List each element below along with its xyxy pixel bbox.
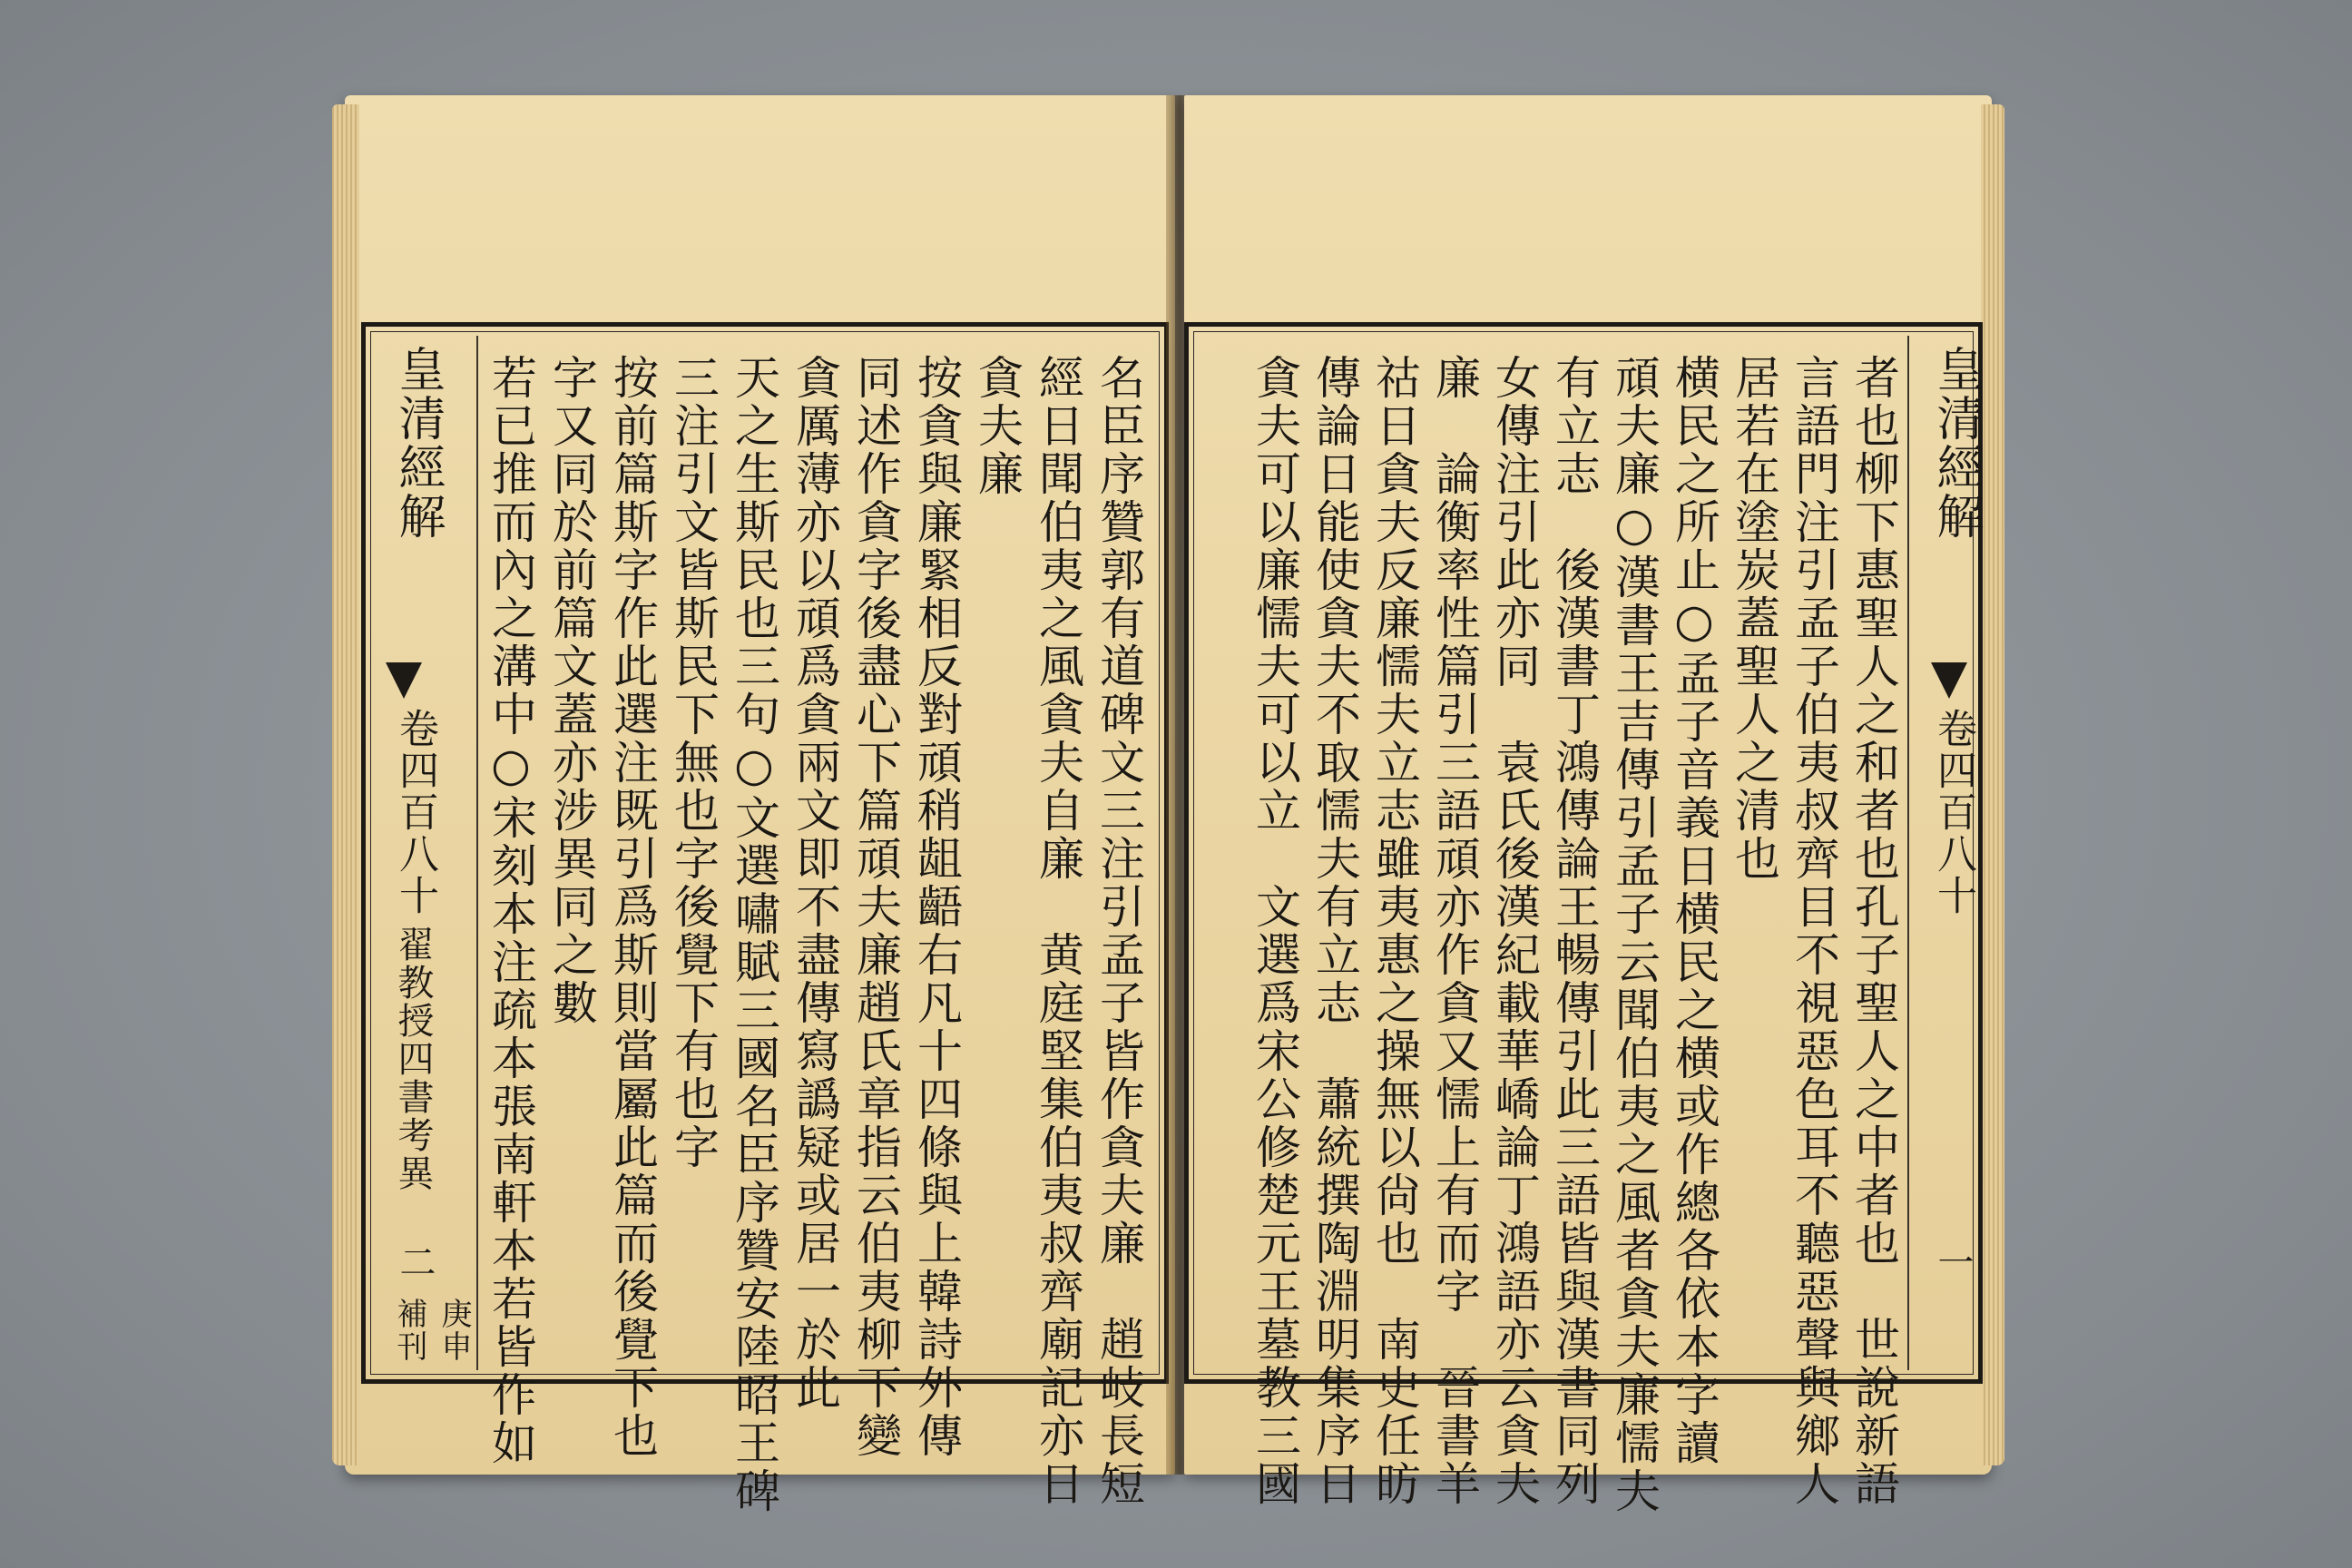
banxin-note: 庚申補刊 <box>391 1298 472 1363</box>
text-column: 貪夫可以廉懦夫可以立 文選爲宋公修楚元王墓教三國 <box>1249 354 1301 1508</box>
text-column: 言語門注引孟子伯夷叔齊目不視惡色耳不聽惡聲與鄉人 <box>1788 354 1840 1508</box>
page-edge-right <box>1981 104 2004 1465</box>
banxin-subtitle: 翟教授四書考異 <box>392 926 434 1192</box>
text-column: 居若在塗炭蓋聖人之清也 <box>1728 354 1780 883</box>
text-column: 天之生斯民也三句○文選嘯賦三國名臣序贊安陸昭王碑 <box>728 354 780 1515</box>
text-column: 名臣序贊郭有道碑文三注引孟子皆作貪夫廉 趙岐長短 <box>1093 354 1145 1508</box>
column-rule <box>476 336 478 1370</box>
text-column: 按貪與廉緊相反對頑稍龃齬右凡十四條與上韓詩外傳 <box>910 354 963 1460</box>
text-column: 者也柳下惠聖人之和者也孔子聖人之中者也 世說新語 <box>1847 354 1900 1508</box>
text-column: 女傳注引此亦同 袁氏後漢紀載華嶠論丁鴻語亦云貪夫 <box>1488 354 1541 1508</box>
text-column: 傳論日能使貪夫不取懦夫有立志 蕭統撰陶淵明集序日 <box>1308 354 1361 1508</box>
text-column: 三注引文皆斯民下無也字後覺下有也字 <box>667 354 720 1171</box>
text-column: 字又同於前篇文蓋亦涉異同之數 <box>545 354 598 1027</box>
text-column: 廉 論衡率性篇引三語頑亦作貪又懦上有而字 晉書羊 <box>1428 354 1481 1508</box>
text-column: 貪厲薄亦以頑爲貪兩文即不盡傳寫譌疑或居一於此 <box>789 354 841 1412</box>
text-column: 同述作貪字後盡心下篇頑夫廉趙氏章指云伯夷柳下變 <box>849 354 902 1460</box>
fish-tail-mark <box>386 662 422 699</box>
banxin-leaf-number: 二 <box>394 1243 436 1281</box>
banxin-juan: 卷四百八十 <box>392 708 438 916</box>
banxin-leaf-number: 一 <box>1932 1243 1974 1281</box>
banxin-juan: 卷四百八十 <box>1930 708 1976 916</box>
text-column: 頑夫廉○漢書王吉傳引孟子云聞伯夷之風者貪夫廉懦夫 <box>1608 354 1661 1515</box>
text-column: 横民之所止○孟子音義日横民之横或作總各依本字讀 <box>1668 354 1720 1467</box>
text-column: 按前篇斯字作此選注既引爲斯則當屬此篇而後覺下也 <box>606 354 659 1460</box>
open-book <box>345 95 1992 1515</box>
banxin-title: 皇清經解 <box>1928 345 1983 541</box>
fish-tail-mark <box>1931 662 1967 699</box>
banxin-strip <box>1915 327 1983 1388</box>
right-text-frame <box>1184 322 1983 1515</box>
banxin-strip <box>377 327 472 1388</box>
page-edge-left <box>332 104 359 1465</box>
column-rule <box>1907 336 1909 1370</box>
text-column: 若已推而內之溝中○宋刻本注疏本張南軒本若皆作如 <box>485 354 537 1467</box>
left-text-frame <box>361 322 1169 1515</box>
left-page <box>345 95 1175 1515</box>
text-column: 祜日貪夫反廉懦夫立志雖夷惠之操無以尙也 南史任昉 <box>1368 354 1421 1508</box>
text-column: 有立志 後漢書丁鴻傳論王暢傳引此三語皆與漢書同列 <box>1548 354 1601 1508</box>
banxin-title: 皇清經解 <box>390 345 445 541</box>
right-page <box>1184 95 1992 1515</box>
text-column: 貪夫廉 <box>971 354 1024 498</box>
text-column: 經日聞伯夷之風貪夫自廉 黄庭堅集伯夷叔齊廟記亦日 <box>1032 354 1084 1508</box>
